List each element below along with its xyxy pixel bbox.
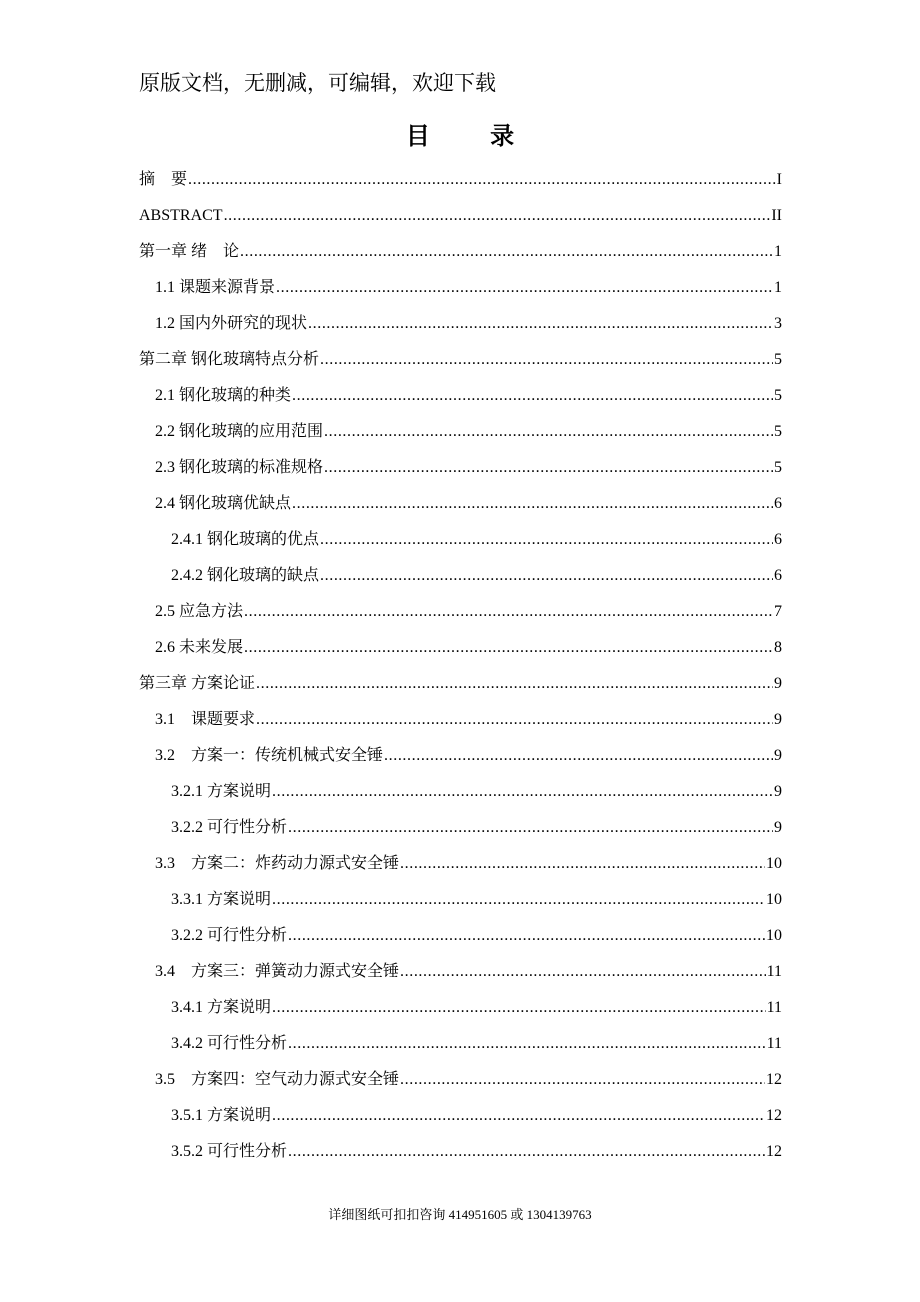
toc-entry-page: 10: [766, 891, 782, 908]
toc-entry[interactable]: [155, 273, 782, 303]
contact-footer: 详细图纸可扣扣咨询 414951605 或 1304139763: [328, 1207, 592, 1222]
toc-entry-label: 2.4.1 钢化玻璃的优点: [171, 531, 320, 548]
toc-entry-label: 2.3 钢化玻璃的标准规格: [155, 459, 324, 476]
toc-entry[interactable]: [155, 489, 782, 519]
toc-leader-dots: [400, 849, 765, 879]
toc-leader-dots: [320, 561, 773, 591]
toc-entry[interactable]: [171, 1101, 782, 1131]
toc-entry-page: 6: [774, 531, 782, 548]
toc-entry-label: 第三章 方案论证: [139, 675, 256, 692]
toc-entry[interactable]: [171, 1029, 782, 1059]
toc-entry-label: 3.5.1 方案说明: [171, 1107, 272, 1124]
toc-leader-dots: [256, 669, 773, 699]
toc-entry-label: 2.6 未来发展: [155, 639, 244, 656]
toc-entry-label: 摘 要: [139, 171, 188, 188]
toc-entry-page: 9: [774, 675, 782, 692]
toc-leader-dots: [400, 1065, 765, 1095]
toc-entry-label: 3.2.1 方案说明: [171, 783, 272, 800]
toc-leader-dots: [244, 597, 773, 627]
toc-leader-dots: [308, 309, 773, 339]
toc-entry[interactable]: [155, 705, 782, 735]
toc-entry-page: 6: [774, 495, 782, 512]
toc-entry-label: 3.4.1 方案说明: [171, 999, 272, 1016]
toc-entry-page: 8: [774, 639, 782, 656]
toc-entry-page: II: [771, 207, 782, 224]
toc-leader-dots: [240, 237, 773, 267]
toc-leader-dots: [288, 813, 773, 843]
toc-entry[interactable]: [171, 525, 782, 555]
toc-entry[interactable]: [139, 669, 782, 699]
toc-leader-dots: [272, 885, 765, 915]
toc-entry-label: 2.1 钢化玻璃的种类: [155, 387, 292, 404]
toc-entry[interactable]: [139, 345, 782, 375]
toc-entry-label: 3.4.2 可行性分析: [171, 1035, 288, 1052]
toc-entry-label: 3.1 课题要求: [155, 711, 256, 728]
toc-entry[interactable]: [155, 309, 782, 339]
toc-leader-dots: [272, 993, 766, 1023]
toc-leader-dots: [320, 525, 773, 555]
toc-entry-label: 3.3 方案二：炸药动力源式安全锤: [155, 855, 400, 872]
toc-leader-dots: [276, 273, 773, 303]
toc-entry-page: 6: [774, 567, 782, 584]
toc-leader-dots: [292, 381, 773, 411]
toc-entry-page: 9: [774, 711, 782, 728]
download-banner: 原版文档，无删减，可编辑，欢迎下载: [139, 71, 496, 95]
toc-leader-dots: [188, 165, 776, 195]
toc-entry-label: 第二章 钢化玻璃特点分析: [139, 351, 320, 368]
toc-entry[interactable]: [155, 849, 782, 879]
toc-title: 目 录: [405, 121, 541, 150]
toc-entry-page: 12: [766, 1071, 782, 1088]
toc-leader-dots: [324, 453, 773, 483]
toc-leader-dots: [224, 201, 771, 231]
toc-entry-page: 11: [766, 1035, 782, 1052]
toc-entry-label: 3.5.2 可行性分析: [171, 1143, 288, 1160]
toc-entry-page: 11: [766, 963, 782, 980]
toc-leader-dots: [256, 705, 773, 735]
toc-entry-label: 第一章 绪 论: [139, 243, 240, 260]
toc-entry-page: 12: [766, 1107, 782, 1124]
toc-entry[interactable]: [171, 1137, 782, 1167]
toc-entry-label: 2.2 钢化玻璃的应用范围: [155, 423, 324, 440]
toc-entry-page: 10: [766, 927, 782, 944]
toc-entry[interactable]: [171, 813, 782, 843]
toc-entry-page: 1: [774, 243, 782, 260]
toc-entry[interactable]: [155, 417, 782, 447]
toc-entry[interactable]: [171, 993, 782, 1023]
toc-entry-page: 5: [774, 351, 782, 368]
toc-entry-page: 3: [774, 315, 782, 332]
toc-entry-label: 2.4.2 钢化玻璃的缺点: [171, 567, 320, 584]
toc-entry-page: I: [776, 171, 782, 188]
toc-entry[interactable]: [171, 777, 782, 807]
toc-entry-label: 3.5 方案四：空气动力源式安全锤: [155, 1071, 400, 1088]
toc-entry-page: 1: [774, 279, 782, 296]
toc-entry-label: 2.5 应急方法: [155, 603, 244, 620]
toc-entry-label: 3.2 方案一：传统机械式安全锤: [155, 747, 384, 764]
toc-entry-label: 3.3.1 方案说明: [171, 891, 272, 908]
toc-entry-page: 10: [766, 855, 782, 872]
toc-leader-dots: [292, 489, 773, 519]
toc-leader-dots: [320, 345, 773, 375]
toc-entry-page: 5: [774, 423, 782, 440]
toc-leader-dots: [324, 417, 773, 447]
toc-entry[interactable]: [139, 165, 782, 195]
toc-entry-label: 1.2 国内外研究的现状: [155, 315, 308, 332]
toc-entry-label: 1.1 课题来源背景: [155, 279, 276, 296]
toc-leader-dots: [400, 957, 766, 987]
toc-entry[interactable]: [171, 921, 782, 951]
toc-entry-label: ABSTRACT: [139, 207, 223, 224]
toc-entry[interactable]: [171, 561, 782, 591]
toc-entry[interactable]: [139, 201, 782, 231]
toc-entry[interactable]: [155, 741, 782, 771]
toc-entry[interactable]: [155, 1065, 782, 1095]
toc-entry-page: 7: [774, 603, 782, 620]
toc-leader-dots: [288, 1029, 766, 1059]
toc-entry-page: 9: [774, 747, 782, 764]
toc-entry-label: 3.4 方案三：弹簧动力源式安全锤: [155, 963, 400, 980]
toc-leader-dots: [384, 741, 773, 771]
toc-leader-dots: [272, 1101, 765, 1131]
toc-entry[interactable]: [155, 453, 782, 483]
toc-entry[interactable]: [139, 237, 782, 267]
toc-entry-label: 3.2.2 可行性分析: [171, 927, 288, 944]
toc-leader-dots: [288, 1137, 765, 1167]
toc-entry[interactable]: [155, 957, 782, 987]
toc-entry-page: 5: [774, 387, 782, 404]
toc-entry-page: 11: [766, 999, 782, 1016]
toc-entry[interactable]: [155, 597, 782, 627]
toc-entry-page: 9: [774, 783, 782, 800]
toc-entry[interactable]: [155, 381, 782, 411]
toc-entry[interactable]: [155, 633, 782, 663]
toc-entry-label: 3.2.2 可行性分析: [171, 819, 288, 836]
toc-entry-label: 2.4 钢化玻璃优缺点: [155, 495, 292, 512]
toc-entry[interactable]: [171, 885, 782, 915]
toc-entry-page: 5: [774, 459, 782, 476]
toc-entry-page: 12: [766, 1143, 782, 1160]
toc-leader-dots: [272, 777, 773, 807]
toc-leader-dots: [288, 921, 765, 951]
toc-leader-dots: [244, 633, 773, 663]
toc-entry-page: 9: [774, 819, 782, 836]
